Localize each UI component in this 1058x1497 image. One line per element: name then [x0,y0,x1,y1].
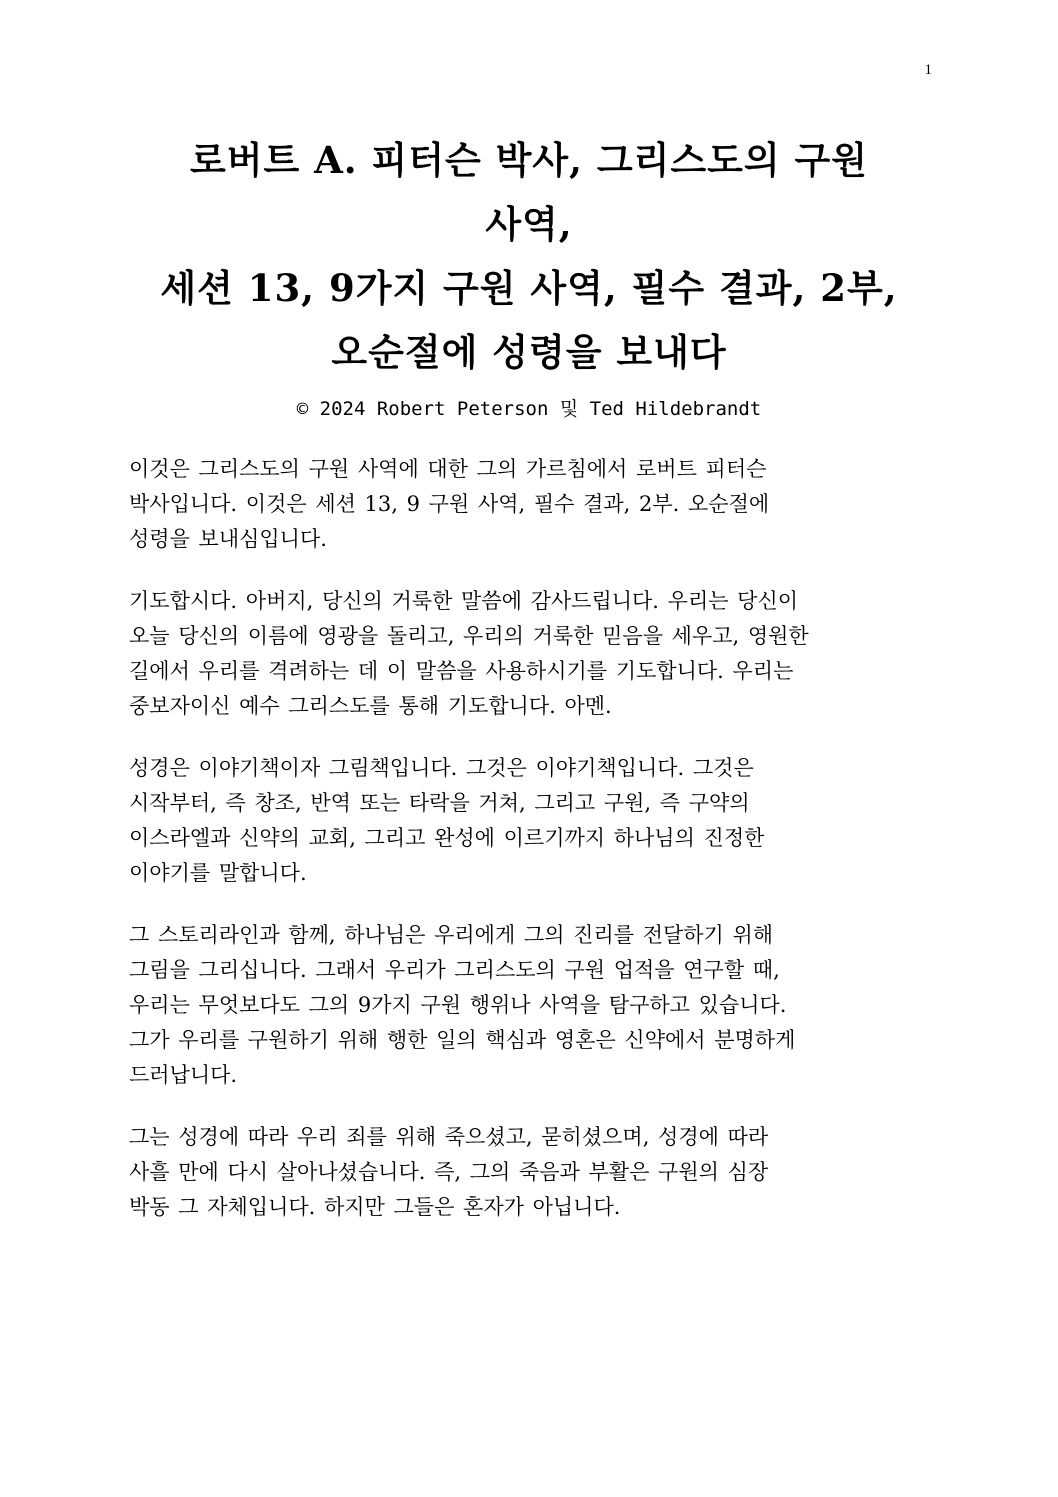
text-line: 우리는 무엇보다도 그의 9가지 구원 행위나 사역을 탐구하고 있습니다. [129,993,787,1017]
text-line: 드러납니다. [129,1063,238,1087]
title-line: 로버트 A. 피터슨 박사, 그리스도의 구원 [189,138,868,182]
text-line: 사흘 만에 다시 살아나셨습니다. 즉, 그의 죽음과 부활은 구원의 심장 [129,1160,769,1184]
copyright-notice: © 2024 Robert Peterson 및 Ted Hildebrandt [296,398,762,420]
page-number: 1 [924,62,932,78]
text-line: 중보자이신 예수 그리스도를 통해 기도합니다. 아멘. [129,694,612,718]
document-title [80,128,978,384]
paragraph-storyline [129,918,929,1093]
title-line: 사역, [485,202,573,246]
text-line: 이스라엘과 신약의 교회, 그리고 완성에 이르기까지 하나님의 진정한 [129,826,765,850]
document-body [129,452,929,1252]
title-line: 세션 13, 9가지 구원 사역, 필수 결과, 2부, [160,266,898,310]
text-line: 박사입니다. 이것은 세션 13, 9 구원 사역, 필수 결과, 2부. 오순절에 [129,492,770,516]
title-line: 오순절에 성령을 보내다 [331,330,727,374]
paragraph-prayer [129,584,929,724]
paragraph-death-resurrection [129,1120,929,1225]
text-line: 그 스토리라인과 함께, 하나님은 우리에게 그의 진리를 전달하기 위해 [129,923,774,947]
text-line: 박동 그 자체입니다. 하지만 그들은 혼자가 아닙니다. [129,1195,621,1219]
text-line: 기도합시다. 아버지, 당신의 거룩한 말씀에 감사드립니다. 우리는 당신이 [129,589,799,613]
text-line: 그림을 그리십니다. 그래서 우리가 그리스도의 구원 업적을 연구할 때, [129,958,780,982]
text-line: 그는 성경에 따라 우리 죄를 위해 죽으셨고, 묻히셨으며, 성경에 따라 [129,1125,769,1149]
text-line: 성경은 이야기책이자 그림책입니다. 그것은 이야기책입니다. 그것은 [129,756,754,780]
text-line: 길에서 우리를 격려하는 데 이 말씀을 사용하시기를 기도합니다. 우리는 [129,659,794,683]
text-line: 이야기를 말합니다. [129,861,307,885]
text-line: 그가 우리를 구원하기 위해 행한 일의 핵심과 영혼은 신약에서 분명하게 [129,1028,796,1052]
text-line: 오늘 당신의 이름에 영광을 돌리고, 우리의 거룩한 믿음을 세우고, 영원한 [129,624,809,648]
text-line: 이것은 그리스도의 구원 사역에 대한 그의 가르침에서 로버트 피터슨 [129,457,767,481]
paragraph-intro [129,452,929,557]
text-line: 성령을 보내심입니다. [129,527,327,551]
paragraph-storybook [129,751,929,891]
text-line: 시작부터, 즉 창조, 반역 또는 타락을 거쳐, 그리고 구원, 즉 구약의 [129,791,750,815]
